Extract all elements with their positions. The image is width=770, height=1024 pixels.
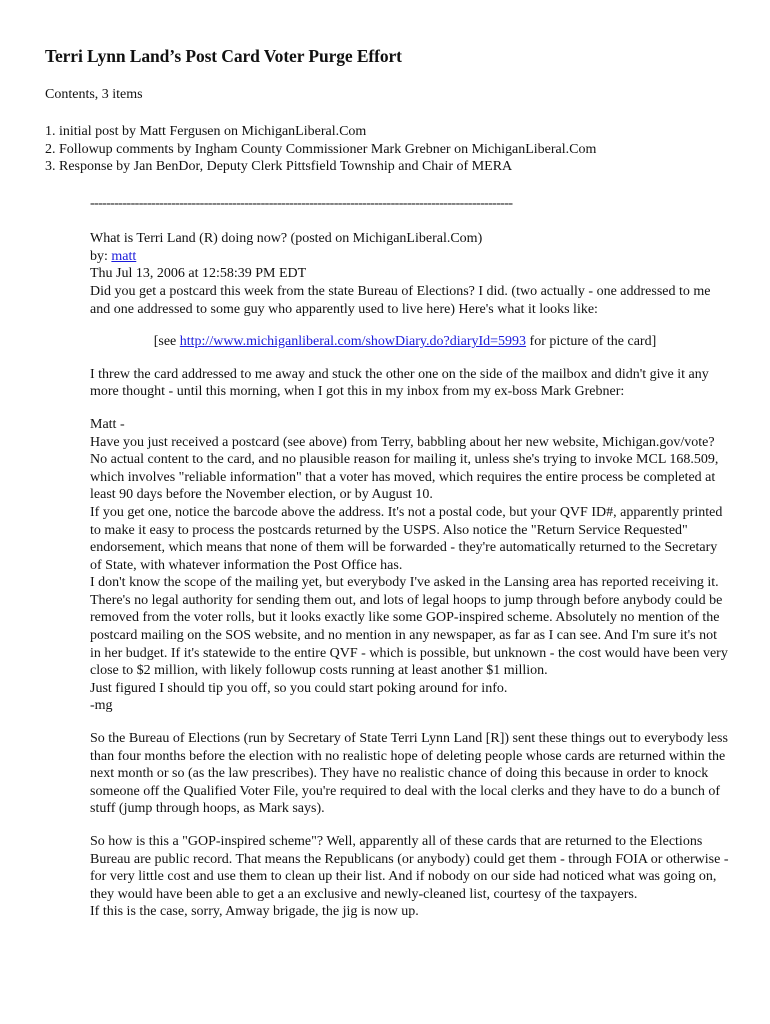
- paragraph-amway: If this is the case, sorry, Amway brigade, the jig is now up.: [90, 904, 419, 920]
- toc-item: 3. Response by Jan BenDor, Deputy Clerk Pittsfield Township and Chair of MERA: [45, 159, 513, 175]
- author-link[interactable]: matt: [111, 248, 137, 264]
- post-author: [90, 248, 730, 266]
- email-signature: -mg: [90, 698, 113, 714]
- email-greeting: Matt -: [90, 416, 125, 432]
- see-suffix: for picture of the card]: [526, 334, 657, 350]
- toc-item: 2. Followup comments by Ingham County Commissioner Mark Grebner on MichiganLiberal.Com: [45, 141, 597, 157]
- see-prefix: [see: [153, 334, 180, 350]
- paragraph-gop-scheme: So how is this a "GOP-inspired scheme"? Well, apparently all of these cards that are returned to the Elections Bureau are public record. That means the Republicans (or anybody) could get them - through FOIA or otherwise - for very little cost and use them to clean up their list. And if nobody on our side had noticed what was going on, they would have been able to get a an exclusive and newly-cleaned list, courtesy of the taxpayers.: [90, 834, 729, 902]
- email-paragraph: Just figured I should tip you off, so you could start poking around for info.: [90, 680, 508, 696]
- toc-item: 1. initial post by Matt Fergusen on MichiganLiberal.Com: [45, 124, 367, 139]
- contents-count: Contents, 3 items: [45, 87, 143, 102]
- post-intro: Did you get a postcard this week from the state Bureau of Elections? I did. (two actually - one addressed to me and one addressed to some guy who apparently used to live here) Here's what it looks like:: [90, 283, 711, 317]
- post-body: [90, 195, 730, 921]
- paragraph-bureau: So the Bureau of Elections (run by Secretary of State Terri Lynn Land [R]) sent these things out to everybody less than four months before the election with no realistic hope of deleting people whose cards are returned within the next month or so (as the law prescribes). They have no realistic chance of doing this because in order to knock someone off the Qualified Voter File, you're required to deal with the local clerks and they have to do a bunch of stuff (jump through hoops, as Mark says).: [90, 731, 728, 817]
- document-title: Terri Lynn Land’s Post Card Voter Purge Effort: [45, 46, 402, 66]
- post-timestamp: Thu Jul 13, 2006 at 12:58:39 PM EDT: [90, 266, 307, 282]
- diary-link[interactable]: http://www.michiganliberal.com/showDiary.do?diaryId=5993: [179, 334, 527, 350]
- email-paragraph: Have you just received a postcard (see above) from Terry, babbling about her new website, Michigan.gov/vote? No actual content to the card, and no plausible reason for mailing it, unless she's trying to invoke MCL 168.509, which involves "reliable information" that a voter has moved, which requires the entire process be completed at least 90 days before the November election, or by August 10.: [90, 434, 719, 503]
- by-label: by:: [90, 248, 112, 264]
- separator-line: --------------------------------------------------------------------------------------------------------: [90, 196, 513, 211]
- email-paragraph: I don't know the scope of the mailing yet, but everybody I've asked in the Lansing area has reported receiving it. There's no legal authority for sending them out, and lots of legal hoops to jump through before anybody could be removed from the voter rolls, but it looks exactly like some GOP-inspired scheme. Absolutely no mention of the postcard mailing on the SOS website, and no mention in any newspaper, as far as I can see. And I'm sure it's not in her budget. If it's statewide to the entire QVF - which is possible, but unknown - the cost would have been very close to $2 million, with likely followup costs running at least another $1 million.: [90, 575, 728, 679]
- post-heading: What is Terri Land (R) doing now? (posted on MichiganLiberal.Com): [90, 231, 483, 247]
- see-picture-note: [90, 333, 730, 351]
- paragraph-threw-card: I threw the card addressed to me away and stuck the other one on the side of the mailbox and didn't give it any more thought - until this morning, when I got this in my inbox from my ex-boss Mark Grebner:: [90, 366, 709, 400]
- email-paragraph: If you get one, notice the barcode above the address. It's not a postal code, but your QVF ID#, apparently printed to make it easy to process the postcards returned by the USPS. Also notice the "Return Service Requested" endorsement, which means that none of them will be forwarded - they're automatically returned to the Secretary of State, with whatever information the Post Office has.: [90, 504, 723, 573]
- table-of-contents: [45, 123, 596, 176]
